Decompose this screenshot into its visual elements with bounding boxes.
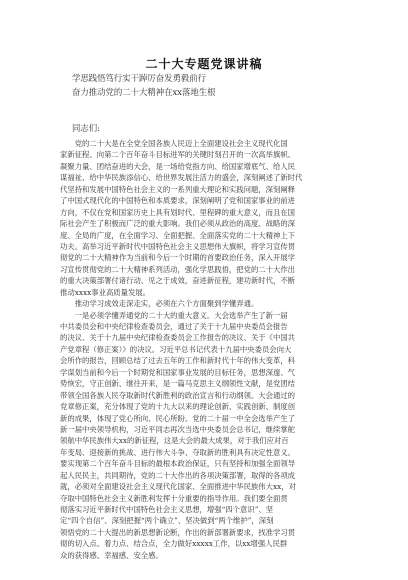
body-line: 新的成果，体现了党心所向、民心所盼。党的二十届一中全会选举产生了 bbox=[60, 413, 296, 423]
body-line: 推动xxxx事业高质量发展。 bbox=[60, 287, 151, 297]
body-line: 领航中华民族伟大xx的新征程，这是大会的最大成果，对于我们应对百 bbox=[60, 436, 289, 446]
body-line: 党的二十大是在全党全国各族人民迈上全面建设社会主义现代化国 bbox=[60, 139, 288, 148]
body-line: 定“四个自信”、深刻把握“两个确立”、坚决做到“两个维护”，深刻 bbox=[60, 516, 274, 526]
body-line: 了中国式现代化的中国特色和本质要求，深刻阐明了党和国家事业的前进 bbox=[60, 196, 296, 206]
body-line: 际社会产生了积极而广泛的重大影响。我们必须从政治的高度、战略的深 bbox=[60, 219, 296, 229]
body-line: 代坚持和发展中国特色社会主义的一系列重大理论和实践问题，深刻阐释 bbox=[60, 184, 296, 194]
salutation: 同志们: bbox=[72, 123, 100, 133]
body-line: 一是必须学懂弄通党的二十大的重大意义。大会选举产生了新一届 bbox=[60, 310, 288, 320]
body-line: 谋福祉、给中华民族添信心、给世界发展注活力的盛会，深刻阐述了新时代 bbox=[60, 173, 303, 183]
body-line: 中共委员会和中央纪律检查委员会，通过了关于十九届中央委员会报告 bbox=[60, 322, 288, 331]
body-line: 彻党的二十大精神作为当前和今后一个时期的首要政治任务，深入开展学 bbox=[60, 253, 296, 263]
document-title: 二十大专题党课讲稿 bbox=[145, 57, 263, 71]
body-line: 要实现第二个百年奋斗目标的最根本政治保证，只有坚持和加强全面领导 bbox=[60, 459, 296, 469]
body-line: 就，必须对全面建设社会主义现代化国家、全面推进中华民族伟大xx，对 bbox=[60, 482, 296, 492]
document-subtitle-1: 学思践悟笃行实干踔厉奋发勇毅前行 bbox=[72, 73, 206, 83]
body-line: 的重大决策部署付诸行动、见之于成效，奋进新征程，建功新时代，不断 bbox=[60, 276, 296, 286]
body-line: 习宣传贯彻党的二十大精神系列活动，强化学思践悟，把党的二十大作出 bbox=[60, 264, 296, 274]
body-line: 彻落实习近平新时代中国特色社会主义思想，增强“四个意识”、坚 bbox=[60, 505, 274, 514]
body-line: 带领全国各族人民夺取新时代新胜利的政治宣言和行动纲领。大会通过的 bbox=[60, 390, 296, 400]
body-line: 度、全局的广度，在全面学习、全面把握、全面落实党的二十大精神上下 bbox=[60, 230, 296, 240]
body-line: 学谋划当前和今后一个时期党和国家事业发展的目标任务，思想深邃、气 bbox=[60, 367, 296, 377]
body-line: 领悟党的二十大提出的新思想新论断，作出的新部署新要求，找准学习贯 bbox=[60, 527, 296, 537]
body-line: 夺取中国特色社会主义新胜利发挥十分重要的指导作用。我们要全面贯 bbox=[60, 493, 288, 503]
body-line: 方向，不仅在党和国家历史上具有划时代、里程碑的重大意义，而且在国 bbox=[60, 207, 296, 217]
body-line: 党章修正案，充分体现了党的十九大以来的理论创新、实践创新、制度创 bbox=[60, 402, 296, 412]
body-line: 凝聚力量、团结奋进的大会，是一场给党指方向、给国家增底气、给人民 bbox=[60, 161, 296, 171]
body-line: 功夫。高举习近平新时代中国特色社会主义思想伟大旗帜，将学习宣传贯 bbox=[60, 241, 296, 251]
body-line: 势恢宏，守正创新、继往开来，是一篇马克思主义纲领性文献，是党团结 bbox=[60, 379, 296, 389]
body-line: 众的获得感、幸福感、安全感。 bbox=[60, 550, 163, 560]
body-line: 推动学习成效走深走实，必须在六个方面聚到学懂弄通。 bbox=[60, 299, 259, 309]
document-subtitle-2: 奋力推动党的二十大精神在xx落地生根 bbox=[72, 87, 216, 97]
body-line: 会所作的报告，回顾总结了过去五年的工作和新时代十年的伟大变革，科 bbox=[60, 356, 296, 366]
body-line: 家新征程、向第二个百年奋斗目标进军的关键时刻召开的一次高举旗帜、 bbox=[60, 150, 296, 160]
body-line: 新一届中央领导机构，习近平同志再次当选中央委员会总书记，继续掌舵 bbox=[60, 424, 296, 434]
document-body bbox=[60, 138, 360, 561]
body-line: 彻的切入点、着力点、结合点，全力做好xxxxx工作，以xx增强人民群 bbox=[60, 539, 288, 549]
body-line: 产党章程（修正案）》的决议。习近平总书记代表十九届中央委员会向大 bbox=[60, 344, 292, 354]
body-line: 的决议、关于十九届中央纪律检查委员会工作报告的决议、关于《中国共 bbox=[60, 333, 296, 343]
body-line: 起人民民主，共同期待，党的二十大作出的各项决策部署，取得的各项成 bbox=[60, 470, 296, 480]
body-line: 年变局、迎接新的挑战、进行伟大斗争、夺取新的胜利具有决定性意义。 bbox=[60, 447, 296, 457]
